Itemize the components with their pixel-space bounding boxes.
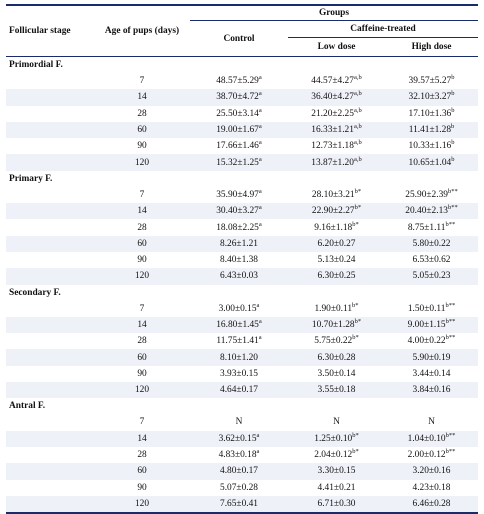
low-value-cell: [288, 496, 385, 513]
low-significance-mark: b*: [352, 301, 359, 309]
control-value: 5.07±0.28: [220, 482, 258, 493]
stage-cell: [6, 236, 94, 252]
header-control: Control: [223, 33, 255, 44]
stage-cell: [6, 366, 94, 382]
section-title: Antral F.: [9, 401, 46, 412]
high-significance-mark: b: [451, 106, 455, 114]
high-significance-mark: b**: [447, 204, 458, 212]
control-value-cell: [190, 203, 288, 219]
control-value-cell: [190, 414, 288, 430]
stage-cell: [6, 414, 94, 430]
control-value: 4.64±0.17: [220, 385, 258, 396]
control-significance-mark: a: [258, 74, 262, 82]
control-significance-mark: a: [258, 90, 262, 98]
low-value-cell: [288, 366, 385, 382]
table-row: [6, 268, 478, 284]
high-significance-mark: b: [451, 123, 455, 131]
control-value: 30.40±3.27: [216, 206, 259, 217]
age-cell: 60: [94, 122, 190, 138]
high-value-cell: [385, 73, 478, 89]
table-row: [6, 366, 478, 382]
table-body: [6, 57, 478, 514]
high-value: 2.00±0.12: [407, 450, 446, 461]
low-significance-mark: b*: [352, 334, 359, 342]
stage-cell: [6, 154, 94, 170]
stage-cell: [6, 382, 94, 398]
low-value: 5.13±0.24: [317, 255, 356, 266]
low-value: N: [333, 417, 340, 428]
low-value-cell: [288, 414, 385, 430]
high-value: 5.80±0.22: [412, 238, 451, 249]
age-cell: 28: [137, 108, 147, 119]
high-value-cell: [385, 447, 478, 463]
age-cell: 90: [137, 368, 147, 379]
table-row: [6, 349, 478, 365]
high-value: 4.23±0.18: [412, 482, 451, 493]
control-significance-mark: a: [258, 318, 262, 325]
header-age-of-pups: Age of pups (days): [94, 5, 190, 56]
low-value-cell: [288, 252, 385, 268]
high-value: 1.04±0.10: [407, 433, 446, 444]
low-value-cell: [288, 382, 385, 398]
age-cell: 90: [137, 255, 147, 266]
control-value-cell: [190, 154, 288, 170]
high-value: 5.90±0.19: [412, 352, 451, 363]
control-significance-mark: a: [258, 334, 262, 342]
section-row: [6, 398, 478, 414]
low-significance-mark: b*: [354, 187, 362, 195]
control-value-cell: [190, 463, 288, 479]
header-low-dose: Low dose: [317, 42, 356, 52]
table-row: [6, 463, 478, 479]
high-value-cell: [385, 317, 478, 333]
control-significance-mark: a: [258, 139, 262, 147]
high-significance-mark: b: [451, 74, 455, 82]
stage-cell: [6, 463, 94, 479]
low-value: 9.16±1.18: [314, 222, 353, 233]
control-value: 8.40±1.38: [220, 255, 258, 266]
high-significance-mark: b**: [445, 220, 456, 228]
low-value-cell: [288, 431, 385, 447]
low-value-cell: [288, 463, 385, 479]
control-value: 4.80±0.17: [220, 466, 258, 477]
low-value-cell: [288, 447, 385, 463]
high-value: 20.40±2.13: [405, 206, 448, 217]
table-row: [6, 317, 478, 333]
low-value-cell: [288, 219, 385, 235]
low-value: 28.10±3.21: [311, 189, 355, 200]
age-cell: 28: [137, 450, 147, 461]
high-value: 8.75±1.11: [407, 222, 446, 233]
control-value-cell: [190, 268, 288, 284]
low-value-cell: [288, 480, 385, 496]
low-value: 3.50±0.14: [317, 368, 356, 379]
section-row: [6, 285, 478, 301]
low-value-cell: [288, 106, 385, 122]
stage-cell: [6, 138, 94, 154]
low-value: 3.55±0.18: [317, 385, 356, 396]
follicle-count-table: [6, 4, 478, 514]
high-value-cell: [385, 187, 478, 203]
low-value: 16.33±1.21: [311, 125, 354, 136]
high-value-cell: [385, 349, 478, 365]
control-value: 18.08±2.25: [216, 222, 259, 233]
control-value: 15.32±1.25: [216, 157, 259, 168]
high-value: 9.00±1.15: [407, 320, 446, 330]
age-cell: 14: [94, 203, 190, 219]
header-groups: Groups: [190, 5, 478, 21]
stage-cell: [6, 317, 94, 333]
high-value-cell: [385, 252, 478, 268]
high-significance-mark: b**: [445, 431, 456, 439]
control-value-cell: [190, 73, 288, 89]
section-row: [6, 171, 478, 187]
high-significance-mark: b: [451, 139, 455, 147]
high-value: 1.50±0.11: [407, 303, 446, 314]
age-cell: 120: [94, 154, 190, 170]
control-value: 8.26±1.21: [220, 238, 258, 249]
age-cell: 60: [94, 349, 190, 365]
high-value-cell: [385, 203, 478, 219]
low-value: 4.41±0.21: [317, 482, 356, 493]
control-value: 17.66±1.46: [216, 141, 259, 152]
high-value-cell: [385, 496, 478, 513]
low-value-cell: [288, 187, 385, 203]
stage-cell: [6, 203, 94, 219]
stage-cell: [6, 268, 94, 284]
high-value-cell: [385, 106, 478, 122]
low-value: 44.57±4.27: [311, 76, 354, 87]
control-value-cell: [190, 301, 288, 317]
control-value-cell: [190, 349, 288, 365]
table-row: [6, 333, 478, 349]
control-value: 11.75±1.41: [216, 336, 259, 347]
age-cell: 120: [94, 382, 190, 398]
control-value-cell: [190, 447, 288, 463]
stage-cell: [6, 122, 94, 138]
control-value: 3.00±0.15: [218, 303, 257, 314]
results-table-container: [6, 4, 478, 514]
age-cell: 14: [94, 89, 190, 105]
low-significance-mark: a,b: [353, 123, 362, 131]
high-significance-mark: b**: [445, 334, 456, 342]
control-value-cell: [190, 382, 288, 398]
low-value: 6.30±0.25: [317, 271, 356, 282]
high-value-cell: [385, 480, 478, 496]
control-significance-mark: a: [256, 431, 260, 439]
low-significance-mark: a,b: [353, 106, 362, 114]
high-value-cell: [385, 219, 478, 235]
age-cell: 7: [139, 303, 145, 314]
low-value-cell: [288, 203, 385, 219]
age-cell: 7: [139, 417, 145, 428]
low-value-cell: [288, 301, 385, 317]
stage-cell: [6, 219, 94, 235]
stage-cell: [6, 333, 94, 349]
control-value-cell: [190, 333, 288, 349]
age-cell: 120: [94, 268, 190, 284]
high-value: 4.00±0.22: [407, 336, 446, 347]
age-cell: 90: [137, 141, 147, 152]
low-value-cell: [288, 349, 385, 365]
low-significance-mark: a,b: [353, 90, 362, 98]
control-value: N: [235, 417, 243, 428]
low-value: 22.90±2.27: [311, 206, 355, 217]
low-significance-mark: b*: [352, 220, 359, 228]
low-significance-mark: b*: [354, 318, 362, 325]
low-significance-mark: a,b: [353, 74, 362, 82]
control-value-cell: [190, 236, 288, 252]
high-value: 3.44±0.14: [412, 368, 451, 379]
table-row: [6, 496, 478, 513]
high-value-cell: [385, 268, 478, 284]
high-significance-mark: b**: [445, 301, 456, 309]
control-value: 19.00±1.67: [216, 125, 259, 136]
age-cell: 7: [139, 76, 145, 87]
low-value-cell: [288, 73, 385, 89]
high-value-cell: [385, 236, 478, 252]
control-value: 7.65±0.41: [220, 498, 258, 509]
table-row: [6, 73, 478, 89]
low-value: 36.40±4.27: [311, 92, 354, 103]
table-row: [6, 431, 478, 447]
low-value-cell: [288, 122, 385, 138]
high-value: 32.10±3.27: [408, 92, 452, 103]
high-value-cell: [385, 414, 478, 430]
high-value: 10.33±1.16: [408, 141, 452, 152]
stage-cell: [6, 106, 94, 122]
stage-cell: [6, 431, 94, 447]
age-cell: 7: [139, 189, 145, 200]
control-significance-mark: a: [256, 448, 260, 456]
table-row: [6, 480, 478, 496]
control-value: 16.80±1.45: [216, 320, 259, 330]
table-row: [6, 154, 478, 170]
control-value: 48.57±5.29: [216, 76, 259, 87]
control-value-cell: [190, 122, 288, 138]
control-value-cell: [190, 366, 288, 382]
control-significance-mark: a: [256, 301, 260, 309]
section-title: Primordial F.: [9, 60, 63, 70]
stage-cell: [6, 89, 94, 105]
control-value: 25.50±3.14: [216, 108, 259, 119]
age-cell: 14: [94, 431, 190, 447]
low-value: 2.04±0.12: [314, 450, 353, 461]
low-value: 12.73±1.18: [311, 141, 354, 152]
low-value: 6.30±0.28: [317, 352, 356, 363]
high-value-cell: [385, 366, 478, 382]
section-title: Primary F.: [9, 173, 53, 184]
high-value: 25.90±2.39: [405, 189, 448, 200]
high-value-cell: [385, 122, 478, 138]
high-value: 17.10±1.36: [408, 108, 452, 119]
low-value-cell: [288, 154, 385, 170]
low-value-cell: [288, 333, 385, 349]
low-value-cell: [288, 89, 385, 105]
control-significance-mark: a: [258, 155, 262, 163]
stage-cell: [6, 73, 94, 89]
table-row: [6, 203, 478, 219]
high-value-cell: [385, 333, 478, 349]
age-cell: 60: [94, 463, 190, 479]
control-value-cell: [190, 89, 288, 105]
control-value: 3.93±0.15: [220, 368, 258, 379]
high-value: 10.65±1.04: [408, 157, 452, 168]
control-value: 38.70±4.72: [216, 92, 259, 103]
low-significance-mark: b*: [352, 431, 359, 439]
age-cell: 120: [94, 496, 190, 513]
high-significance-mark: b**: [445, 318, 456, 325]
table-row: [6, 122, 478, 138]
age-cell: 28: [137, 336, 147, 347]
high-value: 3.84±0.16: [412, 385, 451, 396]
control-value-cell: [190, 252, 288, 268]
age-cell: 60: [94, 236, 190, 252]
low-value-cell: [288, 138, 385, 154]
low-value-cell: [288, 236, 385, 252]
table-row: [6, 236, 478, 252]
low-value: 1.90±0.11: [314, 303, 353, 314]
table-row: [6, 252, 478, 268]
control-value-cell: [190, 187, 288, 203]
high-value-cell: [385, 431, 478, 447]
low-value-cell: [288, 317, 385, 333]
table-row: [6, 301, 478, 317]
stage-cell: [6, 447, 94, 463]
stage-cell: [6, 496, 94, 513]
control-value: 8.10±1.20: [220, 352, 258, 363]
low-value: 3.30±0.15: [317, 466, 356, 477]
high-significance-mark: b**: [445, 448, 456, 456]
high-value: 11.41±1.28: [408, 125, 452, 136]
stage-cell: [6, 187, 94, 203]
control-significance-mark: a: [258, 106, 262, 114]
high-value: N: [428, 417, 435, 428]
table-row: [6, 187, 478, 203]
stage-cell: [6, 349, 94, 365]
table-row: [6, 89, 478, 105]
low-value: 13.87±1.20: [311, 157, 354, 168]
low-significance-mark: a,b: [353, 139, 362, 147]
table-row: [6, 414, 478, 430]
control-significance-mark: a: [258, 123, 262, 131]
high-significance-mark: b: [451, 155, 455, 163]
low-significance-mark: a,b: [353, 155, 362, 163]
control-value-cell: [190, 431, 288, 447]
low-value: 5.75±0.22: [314, 336, 353, 347]
table-row: [6, 382, 478, 398]
stage-cell: [6, 480, 94, 496]
low-significance-mark: b*: [354, 204, 362, 212]
control-value-cell: [190, 480, 288, 496]
high-value: 3.20±0.16: [412, 466, 451, 477]
control-value-cell: [190, 219, 288, 235]
section-title: Secondary F.: [9, 287, 61, 298]
low-value: 6.20±0.27: [317, 238, 356, 249]
control-value-cell: [190, 496, 288, 513]
control-value: 35.90±4.97: [216, 189, 259, 200]
stage-cell: [6, 252, 94, 268]
high-value: 5.05±0.23: [412, 271, 451, 282]
control-value: 4.83±0.18: [218, 450, 257, 461]
low-value: 1.25±0.10: [314, 433, 353, 444]
table-row: [6, 447, 478, 463]
high-value: 39.57±5.27: [408, 76, 452, 87]
control-significance-mark: a: [258, 187, 262, 195]
low-value: 6.71±0.30: [317, 498, 356, 509]
high-value-cell: [385, 463, 478, 479]
age-cell: 28: [137, 222, 147, 233]
high-value-cell: [385, 382, 478, 398]
section-row: [6, 57, 478, 74]
control-value: 6.43±0.03: [220, 271, 258, 282]
stage-cell: [6, 301, 94, 317]
high-value: 6.46±0.28: [412, 498, 451, 509]
high-value-cell: [385, 301, 478, 317]
header-caffeine-treated: Caffeine-treated: [288, 21, 478, 38]
high-significance-mark: b**: [447, 187, 458, 195]
low-significance-mark: b*: [352, 448, 359, 456]
table-row: [6, 138, 478, 154]
control-significance-mark: a: [258, 220, 262, 228]
high-value: 6.53±0.62: [412, 255, 451, 266]
header-follicular-stage: Follicular stage: [6, 5, 94, 56]
age-cell: 14: [94, 317, 190, 333]
control-significance-mark: a: [258, 204, 262, 212]
control-value: 3.62±0.15: [218, 433, 257, 444]
control-value-cell: [190, 106, 288, 122]
high-value-cell: [385, 138, 478, 154]
control-value-cell: [190, 317, 288, 333]
low-value-cell: [288, 268, 385, 284]
low-value: 10.70±1.28: [311, 320, 355, 330]
high-significance-mark: b: [451, 90, 455, 98]
control-value-cell: [190, 138, 288, 154]
age-cell: 90: [137, 482, 147, 493]
high-value-cell: [385, 89, 478, 105]
header-high-dose: High dose: [411, 42, 452, 52]
high-value-cell: [385, 154, 478, 170]
table-row: [6, 219, 478, 235]
low-value: 21.20±2.25: [311, 108, 354, 119]
table-row: [6, 106, 478, 122]
